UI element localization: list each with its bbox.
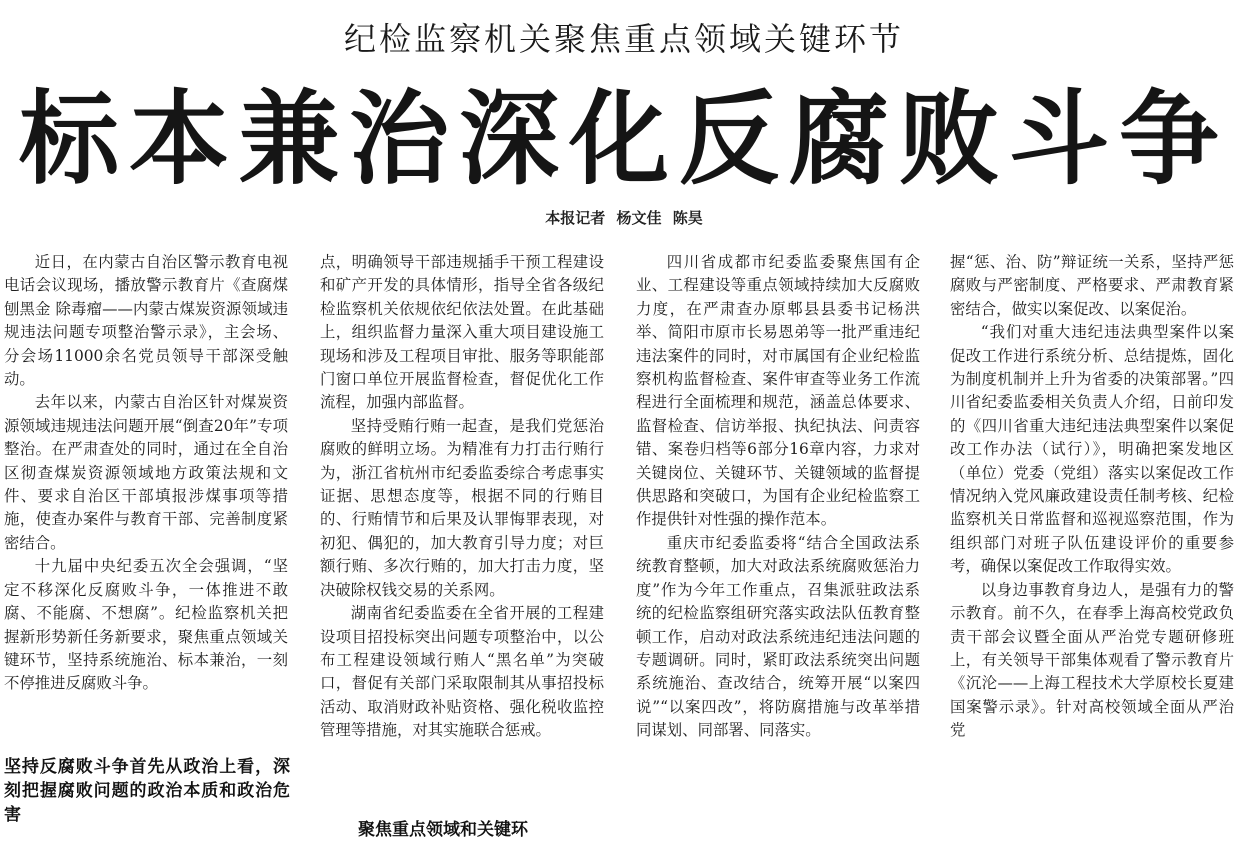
kicker-title: 纪检监察机关聚焦重点领域关键环节 (343, 20, 904, 58)
section-subheading: 聚焦重点领域和关键环 (358, 820, 528, 840)
paragraph: 重庆市纪委监委将“结合全国政法系统教育整顿，加大对政法系统腐败惩治力度”作为今年工作重点，召集派驻政法系统的纪检监察组研究落实政法队伍教育整顿工作，启动对政法系统违纪违法问题的专题调研。同时，紧盯政法系统突出问题系统施治、查改结合，统筹开展“以案四说”“以案四改”，将防腐措施与改革举措同谋划、同部署、同落实。 (636, 533, 920, 740)
article-column-1 (4, 251, 288, 696)
article-column-2 (320, 251, 604, 743)
article-column-4 (950, 251, 1234, 743)
byline-role: 本报记者 (545, 209, 606, 227)
byline (0, 207, 1248, 228)
section-subheading: 坚持反腐败斗争首先从政治上看，深刻把握腐败问题的政治本质和政治危害 (4, 757, 290, 825)
paragraph: 去年以来，内蒙古自治区针对煤炭资源领域违规违法问题开展“倒查20年”专项整治。在严肃查处的同时，通过在全自治区彻查煤炭资源领域地方政策法规和文件、要求自治区干部填报涉煤事项等措施，使查办案件与教育干部、完善制度紧密结合。 (4, 393, 288, 552)
paragraph: 近日，在内蒙古自治区警示教育电视电话会议现场，播放警示教育片《查腐煤 刨黑金 除毒瘤——内蒙古煤炭资源领域违规违法问题专项整治警示录》，主会场、分会场11000余名党员领导干部深受触动。 (4, 253, 288, 389)
paragraph: 十九届中央纪委五次全会强调，“坚定不移深化反腐败斗争，一体推进不敢腐、不能腐、不想腐”。纪检监察机关把握新形势新任务新要求，聚焦重点领域关键环节，坚持系统施治、标本兼治，一刻不停推进反腐败斗争。 (4, 557, 288, 693)
byline-author: 杨文佳 (616, 209, 662, 227)
paragraph: 点，明确领导干部违规插手干预工程建设和矿产开发的具体情形，指导全省各级纪检监察机关依规依纪依法处置。在此基础上，组织监督力量深入重大项目建设施工现场和涉及工程项目审批、服务等职能部门窗口单位开展监督检查，督促优化工作流程，加强内部监督。 (320, 253, 604, 412)
byline-author: 陈昊 (672, 209, 703, 227)
paragraph: 湖南省纪委监委在全省开展的工程建设项目招投标突出问题专项整治中，以公布工程建设领域行贿人“黑名单”为突破口，督促有关部门采取限制其从事招投标活动、取消财政补贴资格、强化税收监控管理等措施，对其实施联合惩戒。 (320, 604, 604, 740)
paragraph: 坚持受贿行贿一起查，是我们党惩治腐败的鲜明立场。为精准有力打击行贿行为，浙江省杭州市纪委监委综合考虑事实证据、思想态度等，根据不同的行贿目的、行贿情节和后果及认罪悔罪表现，对初犯、偶犯的，加大教育引导力度；对巨额行贿、多次行贿的，加大打击力度，坚决破除权钱交易的关系网。 (320, 416, 604, 599)
paragraph: 以身边事教育身边人，是强有力的警示教育。前不久，在春季上海高校党政负责干部会议暨全面从严治党专题研修班上，有关领导干部集体观看了警示教育片《沉沦——上海工程技术大学原校长夏建国案警示录》。针对高校领域全面从严治党 (950, 580, 1234, 740)
paragraph: 握“惩、治、防”辩证统一关系，坚持严惩腐败与严密制度、严格要求、严肃教育紧密结合，做实以案促改、以案促治。 (950, 253, 1234, 318)
paragraph: “我们对重大违纪违法典型案件以案促改工作进行系统分析、总结提炼，固化为制度机制并上升为省委的决策部署。”四川省纪委监委相关负责人介绍，日前印发的《四川省重大违纪违法典型案件以案促改工作办法（试行）》，明确把案发地区（单位）党委（党组）落实以案促改工作情况纳入党风廉政建设责任制考核、纪检监察机关日常监督和巡视巡察范围，作为组织部门对班子队伍建设评价的重要参考，确保以案促改工作取得实效。 (950, 323, 1234, 576)
headline: 标本兼治深化反腐败斗争 (19, 79, 1229, 200)
article-column-3 (636, 251, 920, 743)
paragraph: 四川省成都市纪委监委聚焦国有企业、工程建设等重点领域持续加大反腐败力度，在严肃查办原郫县县委书记杨洪举、简阳市原市长易恩弟等一批严重违纪违法案件的同时，对市属国有企业纪检监察机构监督检查、案件审查等业务工作流程进行全面梳理和规范，涵盖总体要求、监督检查、信访举报、执纪执法、问责容错、案卷归档等6部分16章内容，力求对关键岗位、关键环节、关键领域的监督提供思路和突破口，为国有企业纪检监察工作提供针对性强的操作范本。 (636, 253, 920, 529)
